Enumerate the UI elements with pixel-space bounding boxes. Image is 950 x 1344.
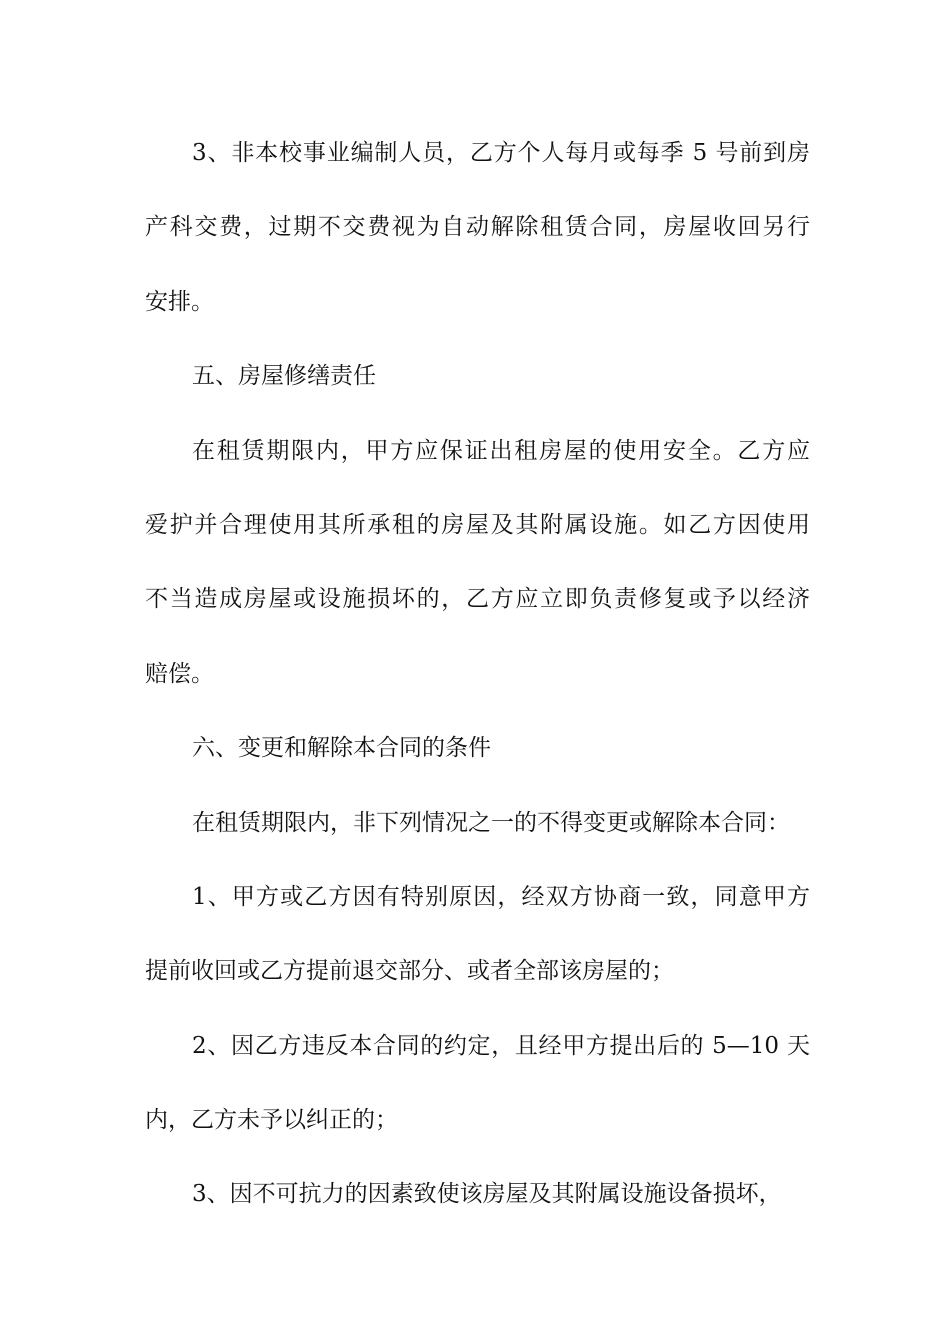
section-heading: 五、房屋修缮责任 — [192, 363, 376, 390]
paragraph-line: 内，乙方未予以纠正的； — [145, 1107, 398, 1134]
paragraph-line: 赔偿。 — [145, 660, 214, 687]
paragraph-line: 2、因乙方违反本合同的约定，且经甲方提出后的 5—10 天 — [192, 1032, 810, 1059]
section-heading: 六、变更和解除本合同的条件 — [192, 735, 491, 762]
paragraph-line: 在租赁期限内，甲方应保证出租房屋的使用安全。乙方应 — [192, 437, 810, 464]
paragraph-line: 3、因不可抗力的因素致使该房屋及其附属设施设备损坏， — [192, 1181, 782, 1208]
paragraph-line: 不当造成房屋或设施损坏的，乙方应立即负责修复或予以经济 — [145, 586, 810, 613]
document-body — [145, 116, 810, 1232]
paragraph-line: 1、甲方或乙方因有特别原因，经双方协商一致，同意甲方 — [192, 883, 810, 910]
paragraph-line: 爱护并合理使用其所承租的房屋及其附属设施。如乙方因使用 — [145, 511, 810, 538]
paragraph-line: 产科交费，过期不交费视为自动解除租赁合同，房屋收回另行 — [145, 214, 810, 241]
paragraph-line: 在租赁期限内，非下列情况之一的不得变更或解除本合同： — [192, 809, 790, 836]
paragraph-line: 提前收回或乙方提前退交部分、或者全部该房屋的； — [145, 958, 674, 985]
paragraph-line: 安排。 — [145, 288, 214, 315]
paragraph-line: 3、非本校事业编制人员，乙方个人每月或每季 5 号前到房 — [192, 140, 810, 166]
